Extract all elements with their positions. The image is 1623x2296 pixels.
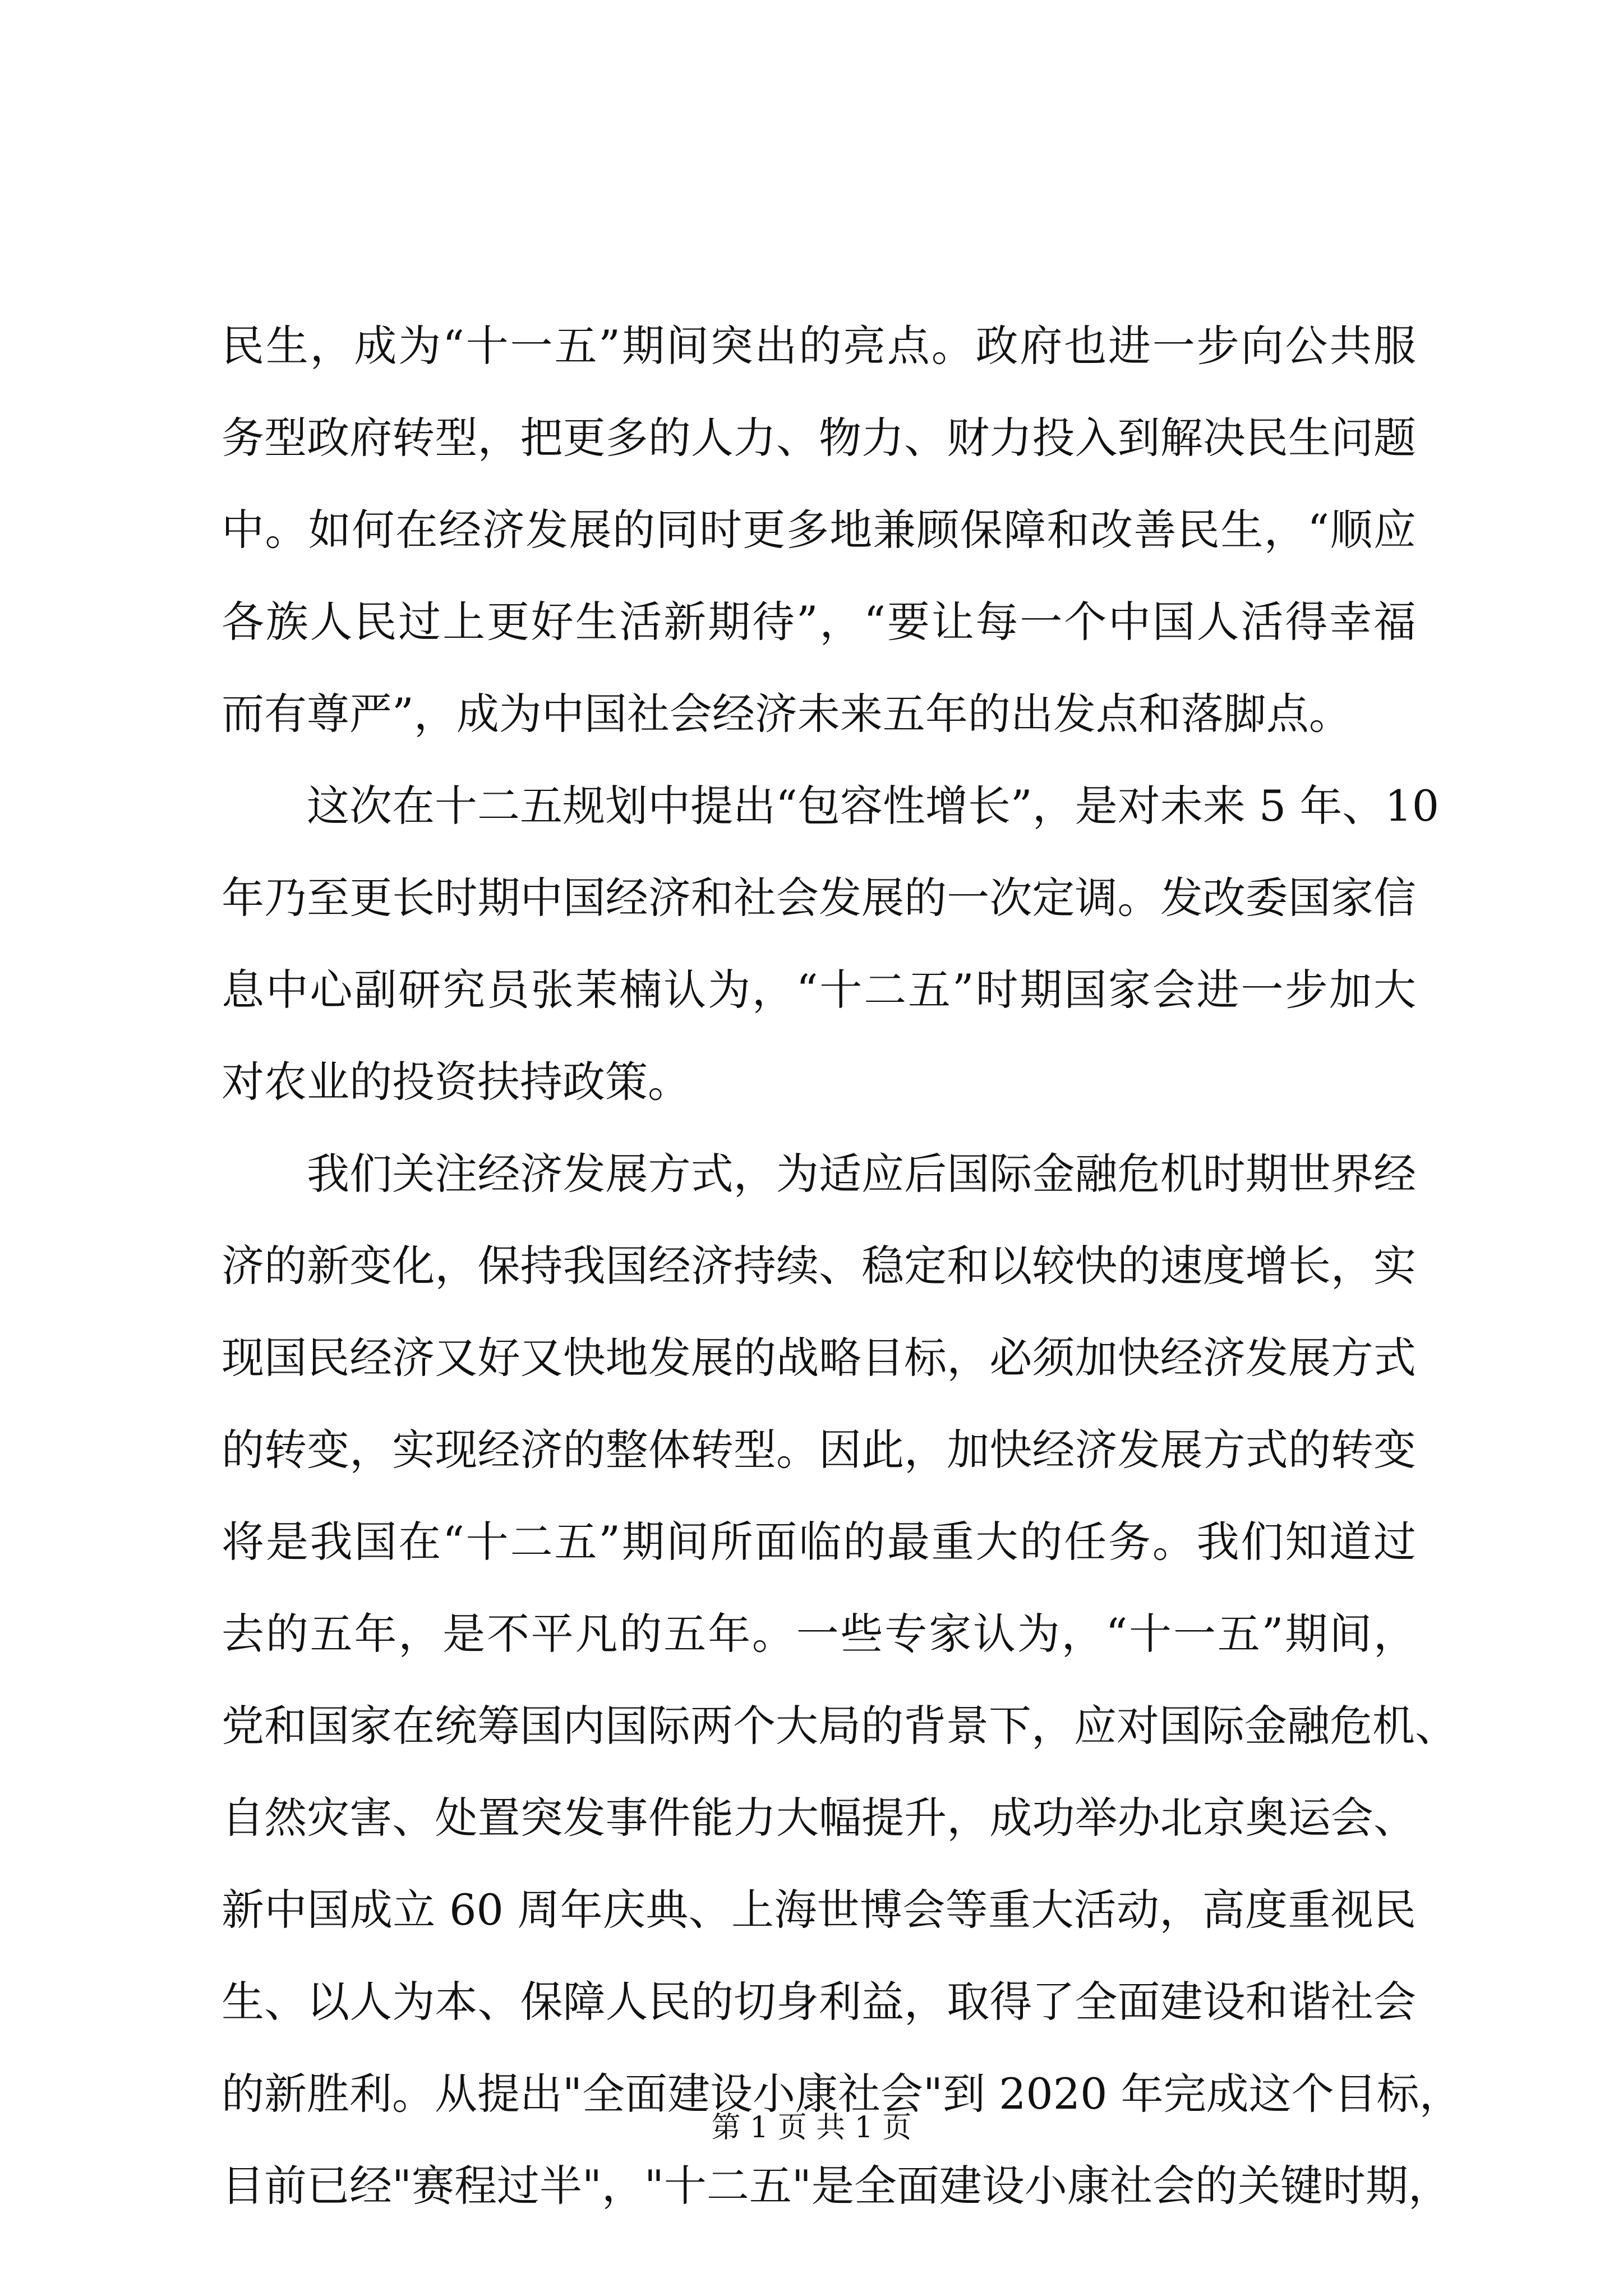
text-line: 自然灾害、处置突发事件能力大幅提升，成功举办北京奥运会、 (222, 1793, 1416, 1843)
body-text (222, 300, 1462, 2232)
text-line: 对农业的投资扶持政策。 (222, 1057, 690, 1107)
text-line: 的转变，实现经济的整体转型。因此，加快经济发展方式的转变 (222, 1425, 1416, 1475)
text-line: 现国民经济又好又快地发展的战略目标，必须加快经济发展方式 (222, 1333, 1416, 1383)
text-line: 去的五年，是不平凡的五年。一些专家认为，“十一五”期间， (222, 1609, 1416, 1659)
text-line: 济的新变化，保持我国经济持续、稳定和以较快的速度增长，实 (222, 1241, 1416, 1291)
page-number-footer: 第 1 页 共 1 页 (711, 2111, 912, 2145)
text-line: 各族人民过上更好生活新期待”，“要让每一个中国人活得幸福 (222, 597, 1416, 647)
text-line: 将是我国在“十二五”期间所面临的最重大的任务。我们知道过 (222, 1517, 1416, 1567)
text-line: 而有尊严”，成为中国社会经济未来五年的出发点和落脚点。 (222, 689, 1352, 739)
text-line: 务型政府转型，把更多的人力、物力、财力投入到解决民生问题 (222, 413, 1416, 463)
text-line: 中。如何在经济发展的同时更多地兼顾保障和改善民生，“顺应 (222, 505, 1416, 555)
text-line: 息中心副研究员张茉楠认为，“十二五”时期国家会进一步加大 (222, 965, 1416, 1015)
text-line: 党和国家在统筹国内国际两个大局的背景下，应对国际金融危机、 (222, 1701, 1458, 1751)
text-line: 生、以人为本、保障人民的切身利益，取得了全面建设和谐社会 (222, 1977, 1416, 2027)
text-line: 年乃至更长时期中国经济和社会发展的一次定调。发改委国家信 (222, 873, 1416, 923)
text-line: 新中国成立 60 周年庆典、上海世博会等重大活动，高度重视民 (222, 1885, 1416, 1935)
text-line: 民生，成为“十一五”期间突出的亮点。政府也进一步向公共服 (222, 321, 1416, 371)
text-line: 目前已经"赛程过半"，"十二五"是全面建设小康社会的关键时期， (222, 2161, 1451, 2211)
text-line: 的新胜利。从提出"全面建设小康社会"到 2020 年完成这个目标， (222, 2069, 1462, 2119)
text-line: 这次在十二五规划中提出“包容性增长”，是对未来 5 年、10 (307, 781, 1440, 831)
text-line: 我们关注经济发展方式，为适应后国际金融危机时期世界经 (307, 1149, 1416, 1199)
